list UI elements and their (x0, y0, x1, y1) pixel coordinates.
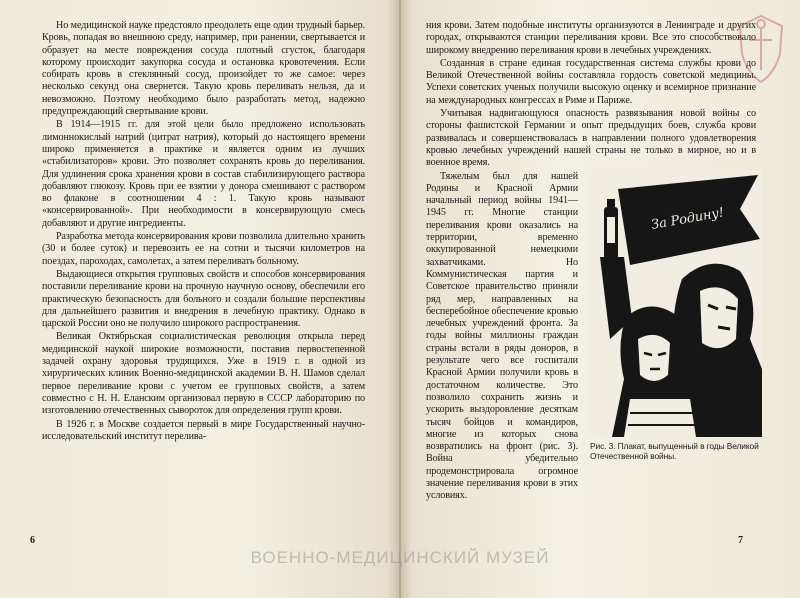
poster-slogan: За Родину! (650, 204, 726, 233)
paragraph: В 1926 г. в Москве создается первый в мире Государственный научно-исследовательский институт перелива- (42, 418, 365, 442)
figure-3 (582, 169, 774, 529)
right-page-text (426, 20, 759, 529)
museum-emblem-icon (730, 10, 792, 100)
watermark: ВОЕННО-МЕДИЦИНСКИЙ МУЗЕЙ (250, 548, 550, 567)
page-number: 7 (738, 535, 743, 546)
paragraph: Учитывая надвигающуюся опасность развязывания новой войны со стороны фашистской Германии и опыт предыдущих боев, служба крови развивалась и совершенствовалась в направлении полного удовлетворения кровью лечебных учреждений нашей страны не только в мирное, но и в военное время. (426, 108, 756, 169)
poster-illustration (590, 169, 762, 437)
paragraph: Созданная в стране единая государственная система службы крови до Великой Отечественной войны составляла гордость советской медицины. Успехи советских ученых получили высокую оценку и всемирное признание на международных конгрессах в Риме и Париже. (426, 57, 756, 106)
paragraph: ния крови. Затем подобные институты организуются в Ленинграде и других городах, открываются станции переливания крови. Все это способствовало широкому внедрению переливания крови в лечебных учреждениях. (426, 20, 756, 56)
page-number: 6 (30, 535, 35, 546)
paragraph: Тяжелым был для нашей Родины и Красной Армии начальный период войны 1941—1945 гг. Многие станции переливания крови оказались на территории, временно оккупированной немецкими захватчиками. Но Коммунистическая партия и Советское правительство приняли ряд мер, направленных на бесперебойное обеспечение кровью лечебных учреждений фронта. За годы войны миллионы граждан страны встали в ряды доноров, в результате чего все госпитали Красной Армии получили кровь в достаточном количестве. Это позволило сохранить жизнь и ускорить выздоровление десяткам тысяч бойцов и командиров, многие из которых снова возвратились на фронт (рис. 3). Война убедительно продемонстрировала огромное значение переливания крови в этих условиях. (426, 170, 578, 502)
book-spine (399, 0, 401, 598)
figure-caption: Рис. 3. Плакат, выпущенный в годы Великой Отечественной войны. (590, 440, 759, 461)
paragraph: Но медицинской науке предстояло преодолеть еще один трудный барьер. Кровь, попадая во внешнюю среду, например, при ранении, свертывается и образует на месте повреждения сосуда плотный сгусток, благодаря которому происходит закупорка сосуда и остановка кровотечения. Если собирать кровь в стеклянный сосуд, произойдет то же самое: через несколько секунд она свернется. Такую кровь переливать нельзя, да и невозможно. Поэтому необходимо было разработать метод, надежно предупреждающий свертывание крови. (42, 20, 365, 118)
paragraph: Выдающиеся открытия групповых свойств и способов консервирования поставили переливание крови на прочную научную основу, обеспечили его практическую безопасность для больного и создали большие перспективы для дальнейшего развития и внедрения в лечебную практику. Однако в царской России оно не получило широкого распространения. (42, 268, 365, 330)
paragraph: Разработка метода консервирования крови позволила длительно хранить (30 и более суток) и перевозить ее на сотни и тысячи километров на поездах, пароходах, самолетах, а затем переливать больному. (42, 231, 365, 267)
left-page-text (42, 20, 365, 444)
paragraph: Великая Октябрьская социалистическая революция открыла перед медицинской наукой широкие возможности, поставив первостепенной задачей охрану здоровья трудящихся. Уже в 1919 г. в одной из хирургических клиник Военно-медицинской академии В. Н. Шамов сделал первое переливание крови с учетом ее групповых свойств, а затем совместно с Н. Н. Еланским организовал первую в СССР лабораторию по изготовлению отечественных сывороток для определения групп крови. (42, 331, 365, 417)
paragraph: В 1914—1915 гг. для этой цели было предложено использовать лимоннокислый натрий (цитрат натрия), который до настоящего времени широко применяется в практике и является одним из лучших «стабилизаторов» крови. Это позволяет сохранять кровь до переливания. Для удлинения срока хранения крови в состав стабилизирующего раствора добавляют глюкозу. Кровь при ее взятии у донора смешивают с раствором во флаконе в соотношении 4 : 1. Такую кровь называют «консервированной». При необходимости в консервирующую смесь добавляют и другие ингредиенты. (42, 119, 365, 229)
